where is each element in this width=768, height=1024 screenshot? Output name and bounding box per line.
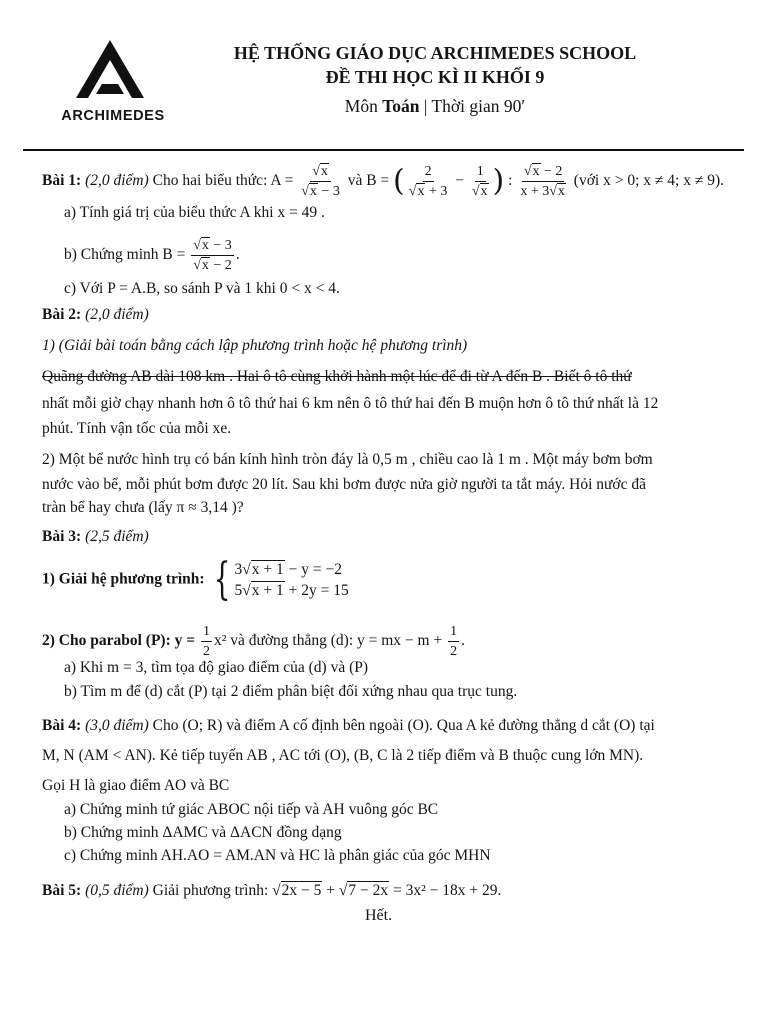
archimedes-logo-icon (74, 38, 146, 100)
bai2-part1-heading: 1) (Giải bài toán bằng cách lập phương trình hoặc hệ phương trình) (42, 337, 468, 354)
bai2-part1-line2: nhất mỗi giờ chạy nhanh hơn ô tô thứ hai 6 km nên ô tô thứ hai đến B muộn hơn ô tô thứ nhất là 12 (42, 395, 659, 412)
bai4-line3: Gọi H là giao điểm AO và BC (42, 777, 230, 794)
bai1-part-c: c) Với P = A.B, so sánh P và 1 khi 0 < x < 4. (64, 280, 340, 297)
bai4-line2: M, N (AM < AN). Kẻ tiếp tuyến AB , AC tới (O), (B, C là 2 tiếp điểm và B thuộc cung lớn MN). (42, 747, 644, 764)
bai3-part-b: b) Tìm m để (d) cắt (P) tại 2 điểm phân biệt đối xứng nhau qua trục tung. (64, 683, 518, 700)
exam-title: ĐỀ THI HỌC KÌ II KHỐI 9 (325, 67, 545, 87)
bai5-statement: Bài 5: (0,5 điểm) Giải phương trình: √2x − 5 + √7 − 2x = 3x² − 18x + 29. (42, 882, 502, 899)
end-marker: Hết. (365, 907, 393, 924)
bai2-part2-line1: 2) Một bể nước hình trụ có bán kính hình tròn đáy là 0,5 m , chiều cao là 1 m . Một máy bơm bơm (42, 451, 653, 468)
bai3-part-a: a) Khi m = 3, tìm tọa độ giao điểm của (d) và (P) (64, 659, 369, 676)
bai4-line1: Bài 4: (3,0 điểm) Cho (O; R) và điểm A cố định bên ngoài (O). Qua A kẻ đường thẳng d cắt (O) tại (42, 717, 655, 734)
bai4-part-a: a) Chứng minh tứ giác ABOC nội tiếp và AH vuông góc BC (64, 801, 439, 818)
bai3-part2: 2) Cho parabol (P): y = $\frac{1}{2}$ x² và đường thẳng (d): y = mx − m + $\frac{1}{2}$ . (42, 624, 465, 659)
bai4-part-c: c) Chứng minh AH.AO = AM.AN và HC là phân giác của góc MHN (64, 847, 491, 864)
bai2-heading: Bài 2: (2,0 điểm) (42, 306, 149, 323)
school-title: HỆ THỐNG GIÁO DỤC ARCHIMEDES SCHOOL (233, 43, 637, 63)
subject-line: Môn Toán | Thời gian 90′ (344, 96, 526, 116)
bai2-part1-line3: phút. Tính vận tốc của mỗi xe. (42, 420, 232, 437)
header-divider (23, 149, 744, 151)
expr-a: $\frac{√x}{√x - 3}$ (301, 164, 340, 199)
bai2-part2-line2: nước vào bể, mỗi phút bơm được 20 lít. Sau khi bơm được nửa giờ người ta tắt máy. Hỏi nước đã (42, 476, 646, 493)
bai1-part-a: a) Tính giá trị của biểu thức A khi x = 49 . (64, 204, 325, 221)
logo-text: ARCHIMEDES (61, 108, 165, 124)
bai4-part-b: b) Chứng minh ΔAMC và ΔACN đồng dạng (64, 824, 342, 841)
bai2-part2-line3: tràn bể hay chưa (lấy π ≈ 3,14 )? (42, 499, 244, 516)
equation-system: { 3√x + 1 − y = −2 5√x + 1 + 2y = 15 (214, 554, 349, 605)
bai3-part1: 1) Giải hệ phương trình: { 3√x + 1 − y = −2 5√x + 1 + 2y = 15 (42, 554, 349, 605)
bai1-part-b: b) Chứng minh B = $\frac{√x - 3}{√x - 2}$ . (64, 238, 240, 273)
bai3-heading: Bài 3: (2,5 điểm) (42, 528, 149, 545)
school-logo (46, 38, 176, 128)
exam-title-block (220, 42, 650, 117)
bai2-part1-line1: Quãng đường AB dài 108 km . Hai ô tô cùng khởi hành một lúc để đi từ A đến B . Biết ô tô thứ (42, 368, 632, 385)
bai1-statement: Bài 1: (2,0 điểm) Cho hai biểu thức: A = $\frac{√x}{√x - 3}$ và B = ( $\frac{2}{√x + 3}$ − $\frac{1}{√x}$ ) : $\frac{√x - 2}{x + 3√x}$ (với x > 0; x ≠ 4; x ≠ 9). (42, 163, 724, 199)
